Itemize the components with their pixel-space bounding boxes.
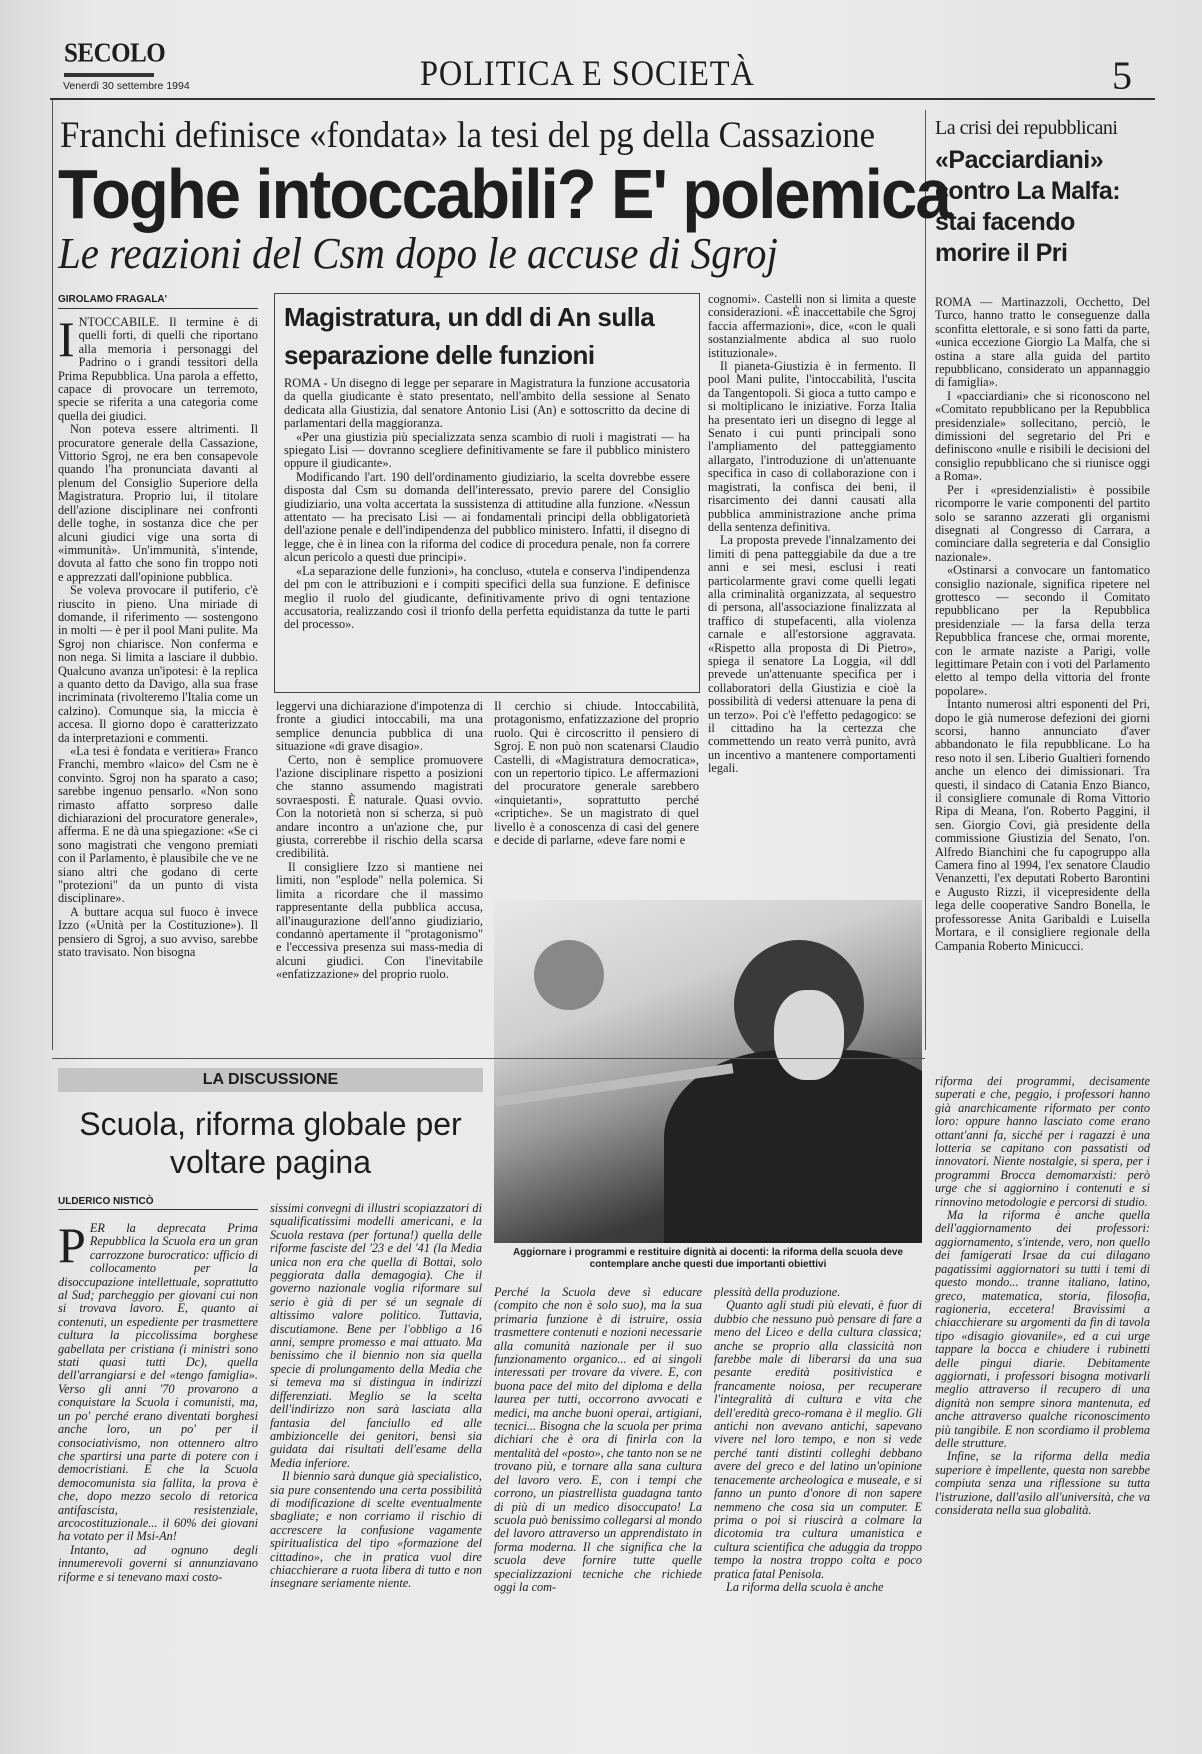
paragraph: Modificando l'art. 190 dell'ordinamento giudiziario, la scelta dovrebbe essere disposta dal Csm su domanda dell'interessato, previo parere del Consiglio giudiziario, una volta accertata la sussistenza di attitudine alla funzione. «Nessun attentato — ha precisato Lisi — ai fondamentali principi della obbligatorietà dell'azione penale e dell'indipendenza del pubblico ministero. Infatti, il disegno di legge, che è in linea con la riforma del codice di procedura penale, non fa correre alcun pericolo a questi due principi». [284,469,690,565]
section-title: POLITICA E SOCIETÀ [420,53,755,93]
author-byline: GIROLAMO FRAGALA' [58,294,168,305]
discussion-label: LA DISCUSSIONE [58,1068,483,1092]
discussion-col-a [58,1222,258,1738]
paragraph: Per i «presidenzialisti» è possibile ricomporre le varie componenti del partito solo se saranno azzerati gli organismi disegnati al Congresso di Carrara, a cominciare dalla segreteria e dal Consiglio nazionale». [935,482,1150,564]
sidebar-kicker: La crisi dei repubblicani [935,117,1118,139]
paragraph: Intanto, ad ognuno degli innumerevoli governi si annunziavano riforme e si tenevano maxi costo- [58,1542,258,1584]
main-col-2 [276,700,483,1044]
paragraph: PER la deprecata Prima Repubblica la Scuola era un gran carrozzone burocratico: ufficio di collocamento per la disoccupazione intellettuale, soprattutto al Sud; parcheggio per giovani cui non si trovava lavoro. E, quanto ai contenuti, un espediente per trasmettere cultura la piccolissima borghese gabellata per cristiana (i ministri sono stati quasi tutti Dc), quella dell'arrangiarsi e del «tengo famiglia». Verso gli anni '70 provarono a conquistare la Scuola i comunisti, ma, un po' perché erano diventati borghesi anche loro, un po' per il consociativismo, non ottennero altro che spartirsi una parte di potere con i democristiani. E che la Scuola democomunista sia fallita, la prova è che, dopo mezzo secolo di retorica antifascista, resistenziale, arcocostituzionale... il 60% dei giovani ha votato per il Msi-An! [58,1222,258,1544]
discussion-title: Scuola, riforma globale per voltare pagina [79,1106,462,1180]
paragraph: Il biennio sarà dunque già specialistico, sia pure consentendo una certa possibilità di modificazione di scelte eventualmente sbagliate; e non corriamo il rischio di accrescere la confusione vagamente spiritualistica del tipo «formazione del cittadino», che in pratica vuol dire chiacchierare a ruota libera di tutto e non insegnare seriamente niente. [270,1469,482,1591]
paragraph: leggervi una dichiarazione d'impotenza di fronte a giudici intoccabili, ma una semplice denuncia pubblica di una situazione «di grave disagio». [276,700,483,754]
paragraph: La proposta prevede l'innalzamento dei limiti di pena patteggiabile da due a tre anni e sei mesi, esclusi i reati particolarmente gravi come quelli legati alla criminalità organizzata, al sequestro di persona, all'associazione finalizzata al traffico di stupefacenti, alla violenza carnale e all'estorsione aggravata. «Rispetto alla proposta di Di Pietro», spiega il senatore La Loggia, «il ddl prevede un'attenuante specifica per i collaboratori della Giustizia e cioè la possibilità di vedersi attenuare la pena di un terzo». Poi c'è l'effetto pedagogico: se il cittadino ha la certezza che commettendo un reato verrà punito, avrà un incentivo a mantenere comportamenti legali. [708,533,916,776]
paragraph: Se voleva provocare il putiferio, c'è riuscito in pieno. Una miriade di domande, il riferimento — sostengono in molti — è per il pool Mani pulite. Ma Sgroj non chiarisce. Non conferma e non nega. Si limita a lasciare il dubbio. Qualcuno avanza un'ipotesi: è la replica a quanto detto da Davigo, alla sua frase incriminata (rivolteremo l'Italia come un calzino). Comunque sia, la miccia è accesa. Il giorno dopo è caratterizzato da interpretazioni e commenti. [58,583,258,745]
paragraph: cognomi». Castelli non si limita a queste considerazioni. «È inaccettabile che Sgroj faccia affermazioni», dice, «con le quali sostanzialmente abdica al suo ruolo istituzionale». [708,293,916,360]
paragraph: Perché la Scuola deve sì educare (compito che non è solo suo), ma la sua primaria funzione è di istruire, ossia trasmettere contenuti e nozioni necessarie alla comunità nazionale per il suo funzionamento organico... ed ai singoli interessati per trovare da vivere. E, con buona pace del mito del diploma e della laurea per tutti, occorrono avvocati e medici, ma anche buoni operai, artigiani, tecnici... Bisogna che la scuola per prima dichiari che è ora di finirla con la mentalità del «posto», che tanto non se ne trovano più, e tornare alla sana cultura del lavoro vero. E, con i tempi che corrono, un piastrellista guadagna tanto di più di un medico disoccupato! La scuola può benissimo collegarsi al mondo del lavoro attraverso un apprendistato in forma moderna. Il che significa che la scuola deve fornire tutte quelle specializzazioni tecniche che richiede oggi la com- [494,1286,702,1594]
paragraph: ROMA - Un disegno di legge per separare in Magistratura la funzione accusatoria da quella giudicante è stato presentato, nell'ambito della sessione al Senato dedicata alla Giustizia, dal senatore Antonio Lisi (An) e sottoscritto da decine di parlamentari della maggioranza. [284,377,690,431]
paragraph: plessità della produzione. [714,1286,841,1299]
paragraph: I «pacciardiani» che si riconoscono nel «Comitato repubblicano per la Repubblica presidenziale» sollecitano, perciò, le dimissioni del segretario del Pri e definiscono «nulle e risibili le decisioni del consiglio repubblicano che si riunisce oggi a Roma». [935,388,1150,484]
discussion-col-e [935,1075,1150,1738]
paper-name: SECOLO [64,38,166,69]
main-col-4 [708,293,916,868]
discussion-author: ULDERICO NISTICÒ [58,1196,154,1207]
paragraph: Intanto numerosi altri esponenti del Pri, dopo le già numerose defezioni dei giorni scorsi, hanno annunciato d'aver abbandonato le fila repubblicane. Lo ha reso noto il sen. Liberio Gualtieri fornendo anche un elenco dei dimissionari. Tra questi, il sindaco di Catania Enzo Bianco, il consigliere comunale di Roma Vittorio Ripa di Meana, l'on. Roberto Paggini, il sen. Giorgio Covi, già presidente della commissione Giustizia del Senato, l'on. Alfredo Bianchini che fu capogruppo alla Camera fino al 1994, l'ex senatore Claudio Venanzetti, l'ex deputati Roberto Barontini e Augusto Rizzi, il vicepresidente della lega delle cooperative Sandro Bonella, le professoresse Anita Garibaldi e Luisella Mortara, e il consigliere regionale della Campania Roberto Minicucci. [935,697,1150,953]
paragraph: ROMA — Martinazzoli, Occhetto, Del Turco, hanno tratto le conseguenze dalla sconfitta elettorale, e si sono fatti da parte, «unica eccezione Giorgio La Malfa, che si ostina a stare alla guida del partito repubblicano, considerato un appannaggio di famiglia». [935,296,1150,390]
paragraph: Il consigliere Izzo si mantiene nei limiti, non "esplode" nella polemica. Si limita a ricordare che il massimo rappresentante della pubblica accusa, all'inaugurazione dell'anno giudiziario, condannò apertamente il "protagonismo" e l'eccessiva presenza sui mass-media di alcuni giudici. Con l'inevitabile «enfatizzazione» del proprio ruolo. [276,859,483,982]
page-number: 5 [1112,53,1132,98]
sidebar-body [935,296,1150,1044]
paragraph: «La tesi è fondata e veritiera» Franco Franchi, membro «laico» del Csm ne è convinto. Sgroj non ha sparato a caso; sarebbe ingenuo pensarlo. «Non sono rimasto affatto sorpreso dalle dichiarazioni del procuratore generale», afferma. E ne dà una spiegazione: «Se ci sono magistrati che vengono premiati con il Parlamento, è plausibile che ve ne siano altri che godano di certe "protezioni" da un punto di vista disciplinare». [58,744,258,906]
sidebar-headline: «Pacciardiani» contro La Malfa: stai facendo morire il Pri [935,146,1121,267]
paragraph: INTOCCABILE. Il termine è di quelli forti, di quelli che riportano alla memoria i personaggi del Padrino o i grandi tessitori della Prima Repubblica. Una parola a effetto, capace di provocare un terremoto, specie se riferita a una categoria come quella dei giudici. [58,316,258,423]
main-headline: Toghe intoccabili? E' polemica [58,155,950,233]
paragraph: «Per una giustizia più specializzata senza scambio di ruoli i magistrati — ha spiegato Lisi — dovranno scegliere definitivamente se fare il pubblico ministero oppure il giudicante». [284,429,690,471]
photo-caption: Aggiornare i programmi e restituire dignità ai docenti: la riforma della scuola deve contemplare anche questi due importanti obiettivi [512,1247,904,1270]
paragraph: Quanto agli studi più elevati, è fuor di dubbio che nessuno può pensare di fare a meno del Liceo e della cultura classica; anche se proprio alla classicità non farebbe male di liberarsi da una sua pesante eredità positivistica e francamente noiosa, per recuperare l'integralità di cultura e vita che dell'eredità greco-romana è il meglio. Gli antichi non avevano antichi, sapevano vivere nel loro tempo, e non si vede perché tanti distinti colleghi debbano avere del greco e del latino un'opinione tenacemente archeologica e museale, e si fanno un punto d'onore di non sapere nemmeno che cosa sia un computer. E prima o poi si riuscirà a colmare la dicotomia tra cultura umanistica e cultura scientifica che aduggia da troppo tempo la nostra troppo colta e poco pratica fatal Penisola. [714,1298,922,1581]
paragraph: sissimi convegni di illustri scopiazzatori di squalificatissimi modelli americani, e la Scuola restava (per fortuna!) quella delle riforme fasciste del '23 e del '41 (la Media unica non era che quella di Bottai, solo peggiorata dalla demagogia). Che il governo nazionale voglia riformare sul serio è già di per sé un segnale di altissimo valore politico. Tuttavia, discutiamone. Bene per l'obbligo a 16 anni, sempre promesso e mai attuato. Ma benissimo che il biennio non sia quella specie di prolungamento della Media che si temeva ma si distingua in indirizzi differenziati. Meglio se la scelta dell'indirizzo non sarà lasciata alla fantasia del fanciullo ed alle ambizioncelle dei genitori, bensì sia guidata dai risultati dell'esame della Media inferiore. [270,1202,482,1470]
paragraph: Ma la riforma è anche quella dell'aggiornamento dei professori: aggiornamento, s'intende, vero, non quello dei famigerati Irsae da cui dilagano pagatissimi aggiornatori su tutti i temi di questo mondo... tranne italiano, latino, greco, matematica, storia, filosofia, ragioneria, eccetera! Bravissimi a chiacchierare su argomenti da fin di tavola tipo «disagio giovanile», ed a cui urge tappare la bocca e chiudere i rubinetti delle pingui diarie. Debitamente aggiornati, i professori bisogna motivarli meglio attraverso il recupero di una dignità non sempre sinora mantenuta, ed anche attraverso qualche riconoscimento più tangibile. E non scordiamo il problema delle strutture. [935,1208,1150,1450]
paragraph: A buttare acqua sul fuoco è invece Izzo («Unità per la Costituzione»). Il pensiero di Sgroj, a suo avviso, sarebbe stato travisato. Non bisogna [58,904,258,960]
classroom-photo [494,900,922,1243]
paragraph: «La separazione delle funzioni», ha concluso, «tutela e conserva l'indipendenza del pm con le attribuzioni e i compiti specifici della sua funzione. E definisce meglio il ruolo del giudicante, definitivamente privo di ogni tentazione accusatoria, realizzando così il trionfo della perfetta equidistanza da tutte le parti del processo». [284,563,690,632]
discussion-col-c [494,1286,702,1738]
main-col-1 [58,316,258,1044]
paragraph: Non poteva essere altrimenti. Il procuratore generale della Cassazione, Vittorio Sgroj, ne era ben consapevole quando l'ha pronunciata davanti al plenum del Consiglio Superiore della Magistratura. Proprio lui, il titolare dell'azione disciplinare nei confronti delle toghe, in sostanza dice che per alcuni giudici vige una sorta di «immunità». Un'immunità, s'intende, dovuta al fatto che sono fin troppo noti e apprezzati dall'opinione pubblica. [58,422,258,584]
paragraph: Il cerchio si chiude. Intoccabilità, protagonismo, enfatizzazione del proprio ruolo. Qui è circoscritto il pensiero di Sgroj. E non può non scatenarsi Claudio Castelli, di «Magistratura democratica», con un repertorio tipico. Le affermazioni del procuratore generale sarebbero «inquietanti», soprattutto perché «criptiche». Se un magistrato di quel livello è a conoscenza di casi del genere e decide di parlarne, «deve fare nomi e [494,700,699,848]
masthead [0,0,1202,100]
discussion-col-d [714,1286,922,1738]
paragraph: «Ostinarsi a convocare un fantomatico consiglio nazionale, significa ripetere nel grottesco — secondo il Comitato repubblicano per la Repubblica presidenziale — la farsa della terza Repubblica francese che, ormai morente, con le armate naziste a Parigi, volle legittimare Petain con i voti del Parlamento eletto al tempo della vittoria del fronte popolare». [935,563,1150,698]
paragraph: Infine, se la riforma della media superiore è impellente, questa non sarebbe compiuta senza una riflessione su tutta l'istruzione, dall'asilo all'università, che va considerata nella sua globalità. [935,1449,1150,1517]
box-headline: Magistratura, un ddl di An sulla separazione delle funzioni [284,302,655,370]
paragraph: riforma dei programmi, decisamente superati e che, peggio, i professori hanno già anarchicamente riformato per conto loro: oppure hanno lasciato come erano ottant'anni fa, sicché per i ragazzi è una lotteria se capitano con passatisti od innovatori. Niente nostalgie, si spera, per i programmi Brocca demomarxisti: però urge che si aggiornino i contenuti e si rinnovino metodologie e percorsi di studio. [935,1075,1150,1209]
paragraph: La riforma della scuola è anche [726,1579,884,1594]
main-subheadline: Le reazioni del Csm dopo le accuse di Sgroj [58,229,778,278]
issue-date: Venerdì 30 settembre 1994 [63,80,190,92]
box-body [284,377,690,687]
main-col-3 [494,700,699,868]
paragraph: Il pianeta-Giustizia è in fermento. Il pool Mani pulite, l'intoccabilità, l'uscita da Tangentopoli. Si gioca a tutto campo e si moltiplicano le iniziative. Forza Italia ha presentato ieri un disegno di legge al Senato i cui punti principali sono l'ampliamento del patteggiamento allargato, l'introduzione di un'attenuante specifica in caso di collaborazione con i magistrati, la confisca dei beni, il risarcimento dei danni causati alla pubblica amministrazione anche prima della sentenza definitiva. [708,359,916,534]
main-kicker: Franchi definisce «fondata» la tesi del pg della Cassazione [60,115,876,156]
discussion-col-b [270,1202,482,1738]
paragraph: Certo, non è semplice promuovere l'azione disciplinare rispetto a posizioni che stanno assumendo magistrati sovraesposti. È naturale. Quasi ovvio. Con la notorietà non si scherza, si può andare incontro a un'azione che, pur giusta, correrebbe il rischio della scarsa credibilità. [276,752,483,861]
